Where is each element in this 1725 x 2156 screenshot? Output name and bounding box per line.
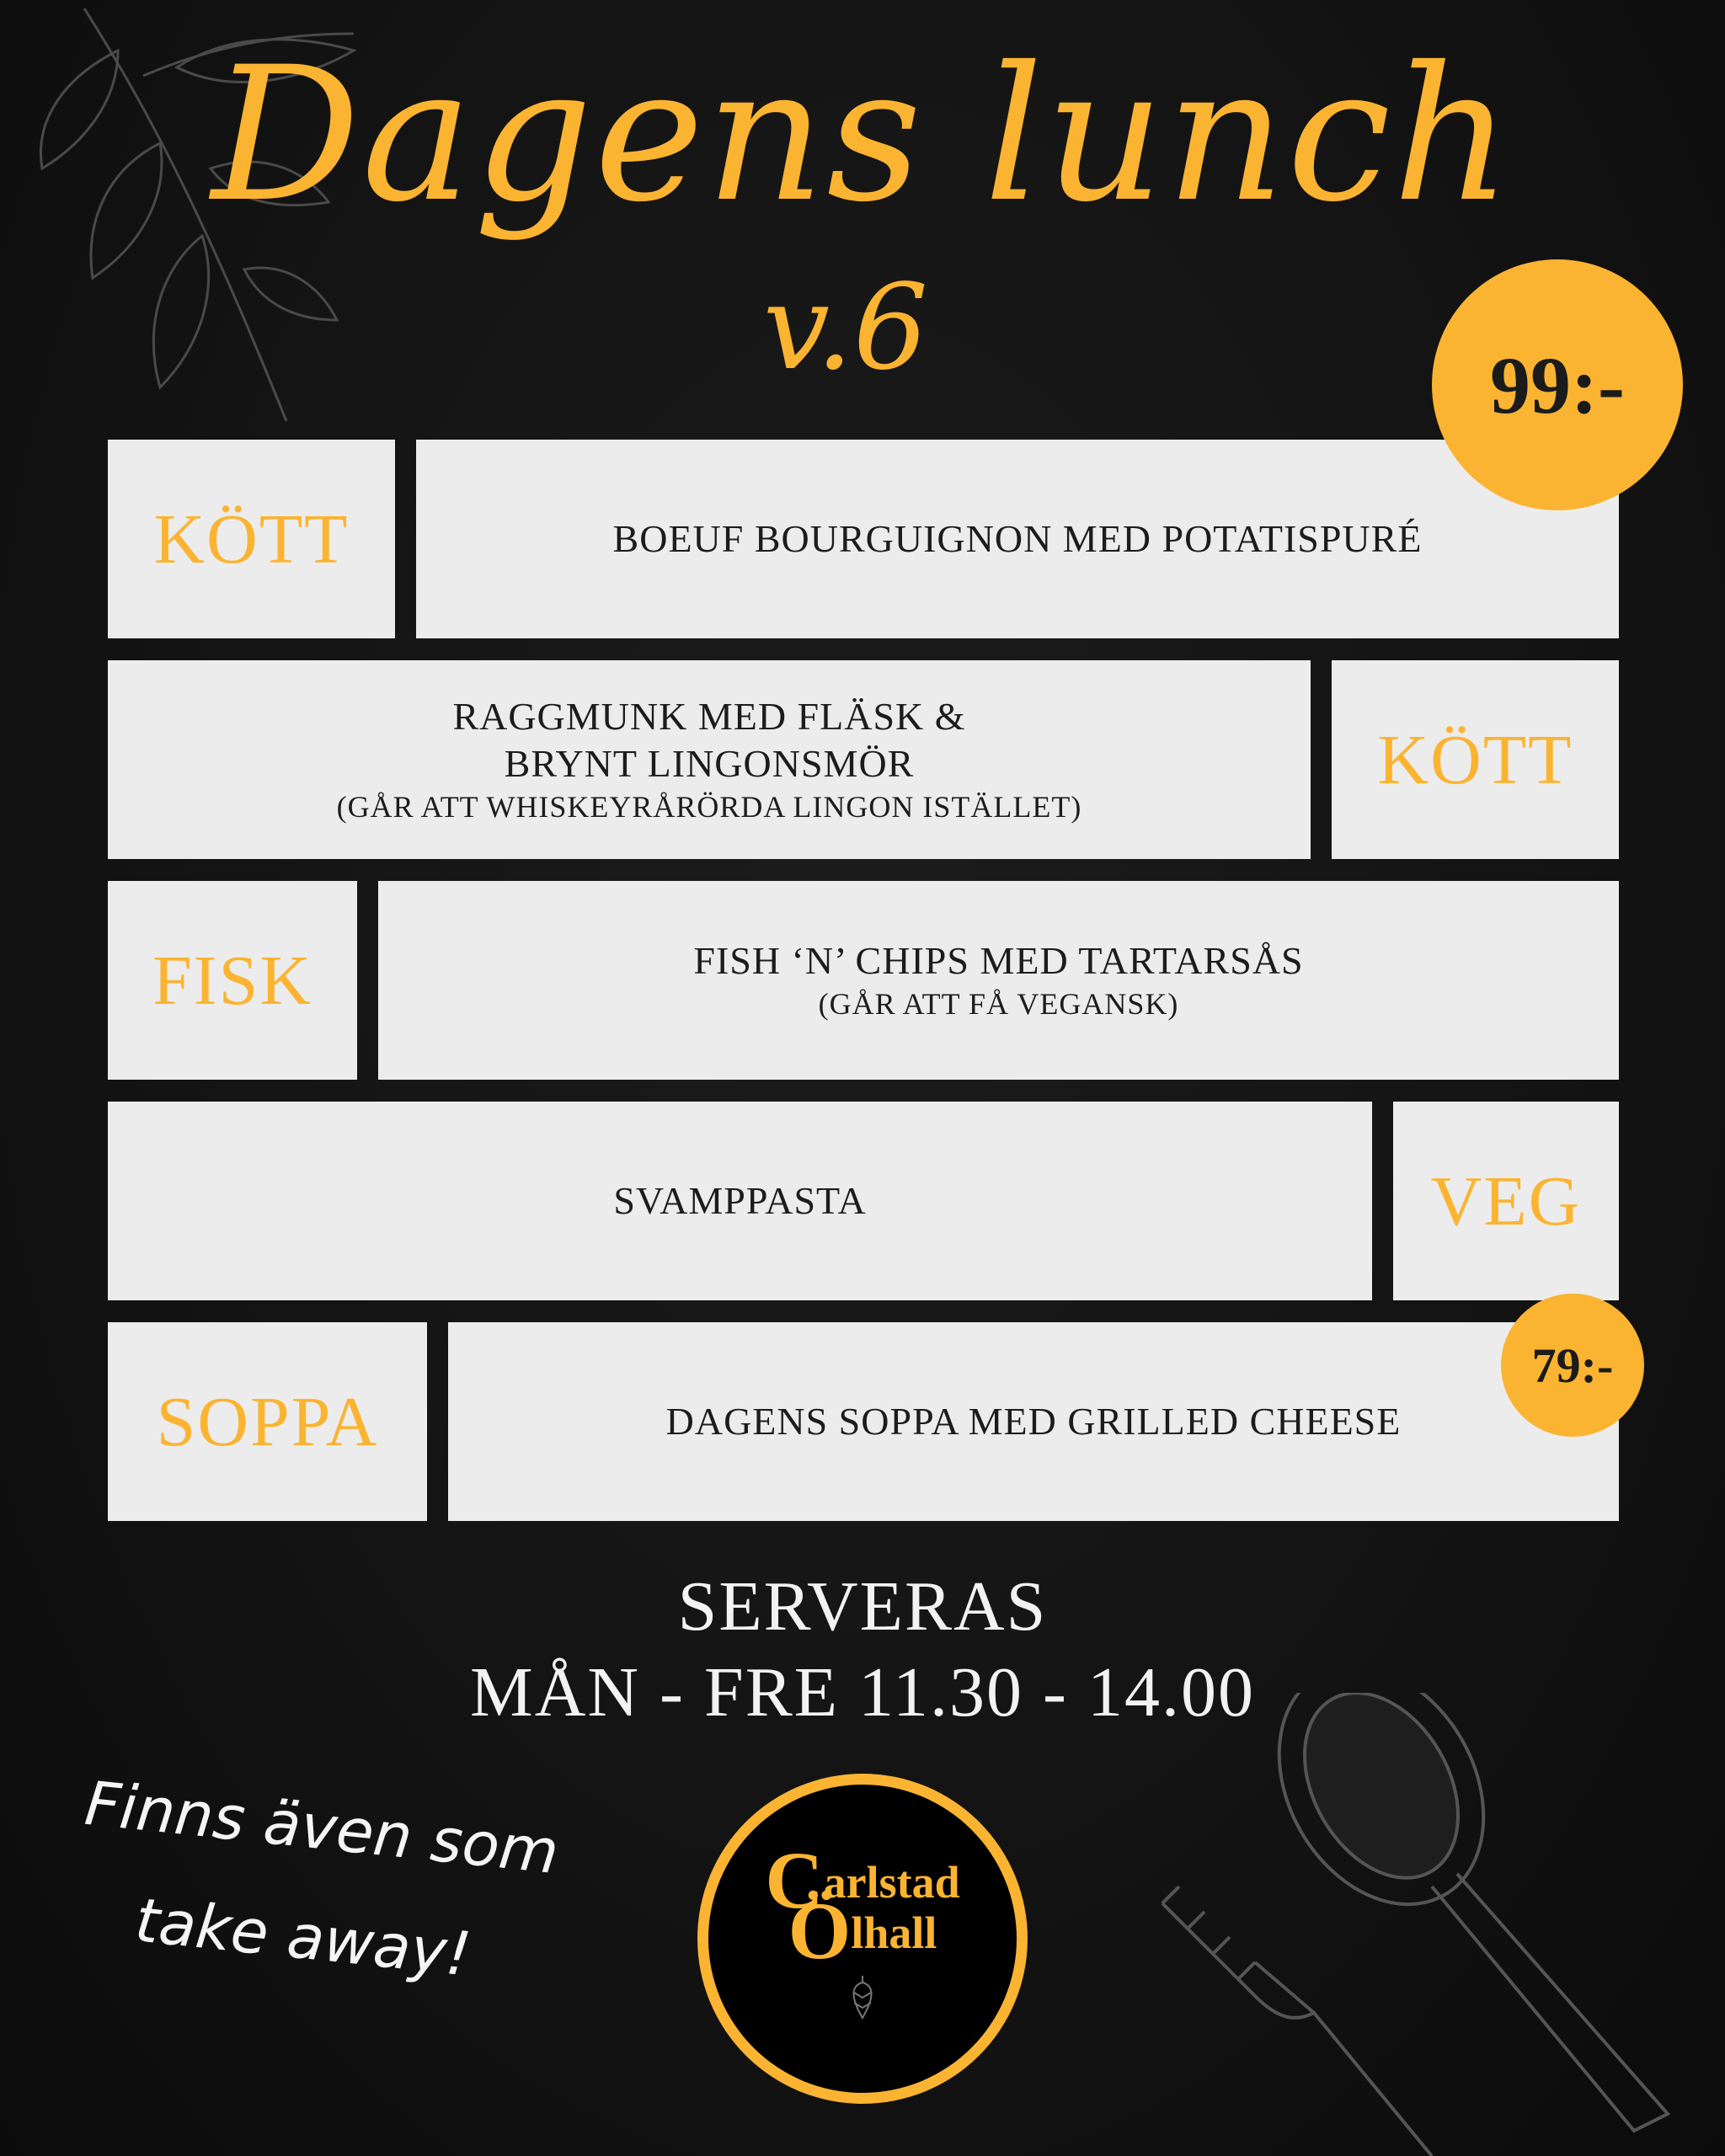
category-label: KÖTT (1377, 720, 1573, 799)
dish-box-4 (108, 1102, 1372, 1300)
category-box-meat-2 (1332, 660, 1619, 859)
serving-label: SERVERAS (677, 1567, 1048, 1646)
dish-name: FISH ‘N’ CHIPS MED TARTARSÅS (693, 939, 1304, 982)
dish-box-3 (378, 881, 1619, 1080)
category-box-fish (108, 881, 357, 1080)
logo-letter-c: C (765, 1835, 824, 1925)
dish-name: DAGENS SOPPA MED GRILLED CHEESE (665, 1400, 1402, 1443)
dish-name-line1: RAGGMUNK MED FLÄSK & (452, 695, 966, 738)
main-price-badge: 99:- (1432, 259, 1683, 510)
category-label: FISK (152, 941, 313, 1020)
dish-box-2 (108, 660, 1311, 859)
week-label: v.6 (762, 259, 929, 397)
dish-note: (GÅR ATT WHISKEYRÅRÖRDA LINGON ISTÄLLET) (336, 790, 1082, 824)
spoon-fork-illustration (1129, 1693, 1718, 2156)
dish-note: (GÅR ATT FÅ VEGANSK) (818, 987, 1179, 1021)
category-box-soup (108, 1322, 427, 1521)
category-label: SOPPA (156, 1382, 379, 1461)
dish-name: SVAMPPASTA (613, 1179, 867, 1222)
dish-name-line2: BRYNT LINGONSMÖR (504, 742, 915, 785)
logo-text-line2: lhall (851, 1908, 937, 1958)
category-label: VEG (1430, 1161, 1582, 1241)
takeaway-line2: take away! (131, 1884, 475, 1990)
hop-icon (844, 1972, 881, 2021)
carlstad-olhall-logo (697, 1774, 1028, 2104)
logo-letter-o: Ö (788, 1886, 852, 1976)
takeaway-line1: Finns även som (82, 1767, 563, 1888)
category-label: KÖTT (153, 499, 350, 579)
dish-box-1 (416, 440, 1619, 638)
soup-price-badge: 79:- (1501, 1294, 1644, 1437)
category-box-meat-1 (108, 440, 395, 638)
category-box-veg (1393, 1102, 1619, 1300)
logo-text-line1: arlstad (823, 1857, 960, 1908)
dish-box-5 (448, 1322, 1619, 1521)
dish-name: BOEUF BOURGUIGNON MED POTATISPURÉ (612, 517, 1423, 560)
menu-title: Dagens lunch (211, 27, 1514, 243)
serving-hours: MÅN - FRE 11.30 - 14.00 (470, 1653, 1255, 1732)
